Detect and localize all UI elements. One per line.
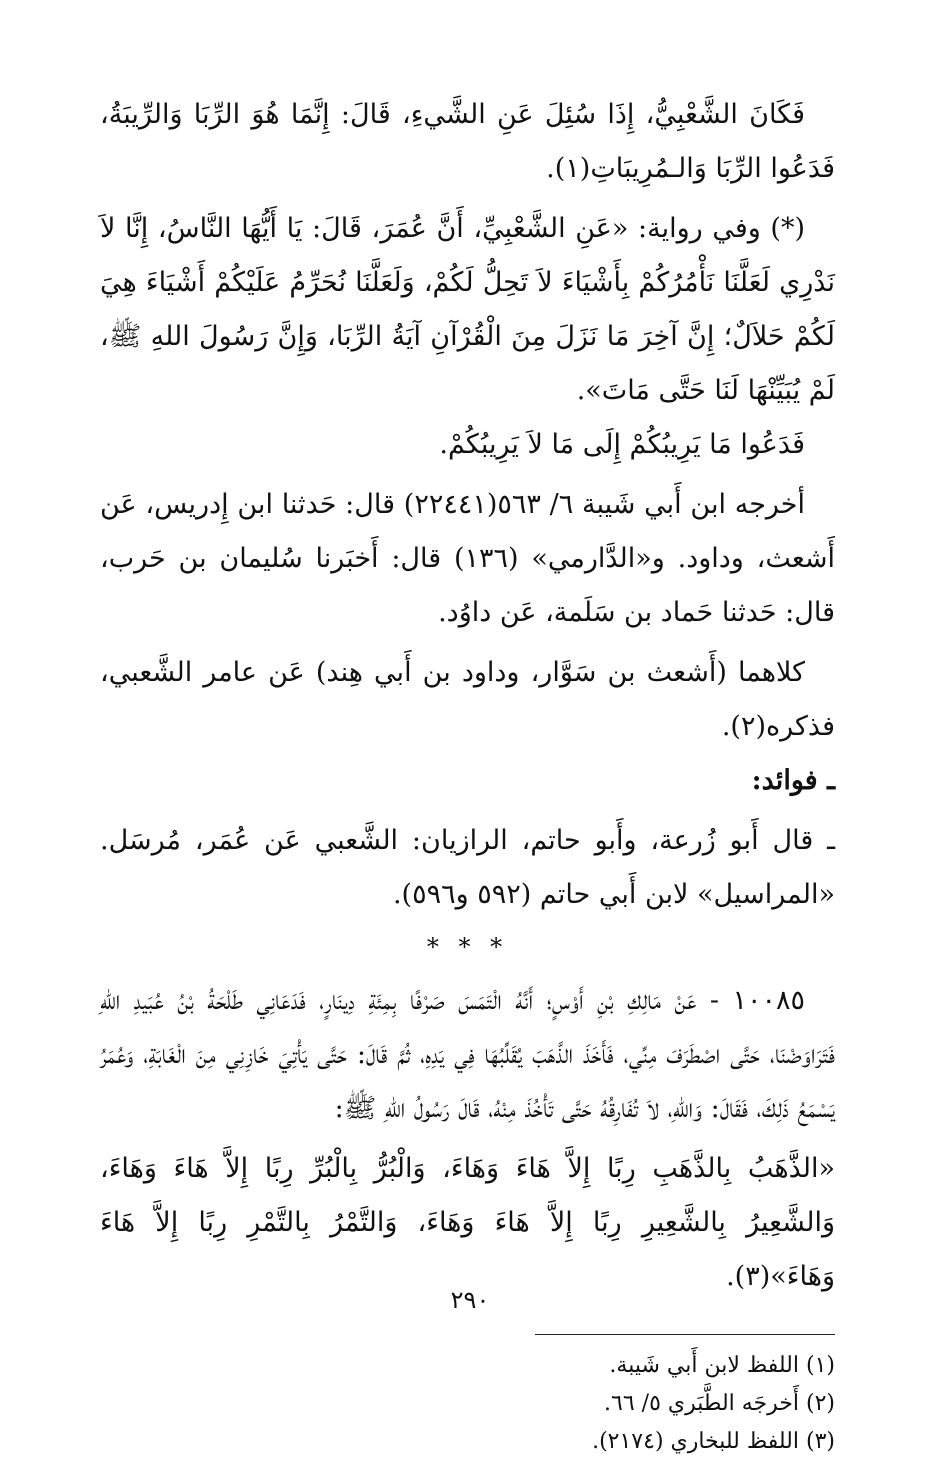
paragraph-both-narrators: كلاهما (أَشعث بن سَوَّار، وداود بن أَبي هِند) عَن عامر الشَّعبي، فذكره(٢). <box>100 657 835 742</box>
footnote-3: (٣) اللفظ للبخاري (٢١٧٤). <box>592 1429 835 1454</box>
footnote-1: (١) اللفظ لابن أَبي شَيبة. <box>609 1353 835 1378</box>
section-separator: * * * <box>426 933 509 961</box>
paragraph-benefit-mursal: ـ قال أَبو زُرعة، وأَبو حاتم، الرازيان: الشَّعبي عَن عُمَر، مُرسَل. «المراسيل» لابن أَبي حاتم (٥٩٢ و٥٩٦). <box>100 825 835 910</box>
paragraph-takhrij: أخرجه ابن أَبي شَيبة ٦/ ٥٦٣(٢٢٤٤١) قال: حَدثنا ابن إِدريس، عَن أَشعث، وداود. و«الدَّارمي» (١٣٦) قال: أَخبَرنا سُليمان بن حَرب، قال: حَدثنا حَماد بن سَلَمة، عَن داوُد. <box>100 489 835 628</box>
footnote-2: (٢) أَخرجَه الطَّبَري ٥/ ٦٦. <box>604 1391 835 1416</box>
hadith-10085-text: ١٠٠٨٥ - عَنْ مَالِكِ بْنِ أَوْسٍ؛ أَنَّهُ الْتَمَسَ صَرْفًا بِمِئَةِ دِينَارٍ، فَدَعَانِي طَلْحَةُ بْنُ عُبَيدِ اللهِ فَتَرَاوَضْنَا، حَتَّى اصْطَرَفَ مِنِّي، فَأَخَذَ الذَّهَبَ يُقَلِّبُهَا فِي يَدِهِ، ثُمَّ قَالَ: حَتَّى يَأْتِيَ خَازِنِي مِنَ الْغَابَةِ، وَعُمَرُ يَسْمَعُ ذَلِكَ، فَقَالَ: وَاللهِ، لاَ تُفَارِقُهُ حَتَّى تَأْخُذَ مِنْهُ، قَالَ رَسُولُ اللهِ ﷺ: <box>100 985 835 1124</box>
hadith-10085-prophetic-saying: «الذَّهَبُ بِالذَّهَبِ رِبًا إِلاَّ هَاءَ وَهَاءَ، وَالْبُرُّ بِالْبُرِّ رِبًا إِلاَّ هَاءَ وَهَاءَ، وَالشَّعِيرُ بِالشَّعِيرِ رِبًا إِلاَّ هَاءَ وَهَاءَ، وَالتَّمْرُ بِالتَّمْرِ رِبًا إِلاَّ هَاءَ وَهَاءَ»(٣). <box>100 1153 835 1292</box>
page-number: ٢٩٠ <box>450 1286 490 1314</box>
footnote-divider <box>535 1334 835 1335</box>
benefits-heading: ـ فوائد: <box>751 765 835 796</box>
paragraph-shabi-saying: فَكَانَ الشَّعْبِيُّ، إِذَا سُئِلَ عَنِ الشَّيءِ، قَالَ: إِنَّمَا هُوَ الرِّبَا وَالرِّيبَةُ، فَدَعُوا الرِّبَا وَالـمُرِيبَاتِ(١). <box>100 99 835 184</box>
paragraph-variant-narration: (*) وفي رواية: «عَنِ الشَّعْبِيِّ، أَنَّ عُمَرَ، قَالَ: يَا أَيُّهَا النَّاسُ، إِنَّا لاَ نَدْرِي لَعَلَّنَا نَأْمُرُكُمْ بِأَشْيَاءَ لاَ تَحِلُّ لَكُمْ، وَلَعَلَّنَا نُحَرِّمُ عَلَيْكُمْ أَشْيَاءَ هِيَ لَكُمْ حَلاَلٌ؛ إِنَّ آخِرَ مَا نَزَلَ مِنَ الْقُرْآنِ آيَةُ الرِّبَا، وَإِنَّ رَسُولَ اللهِ ﷺ، لَمْ يُبَيِّنْهَا لَنَا حَتَّى مَاتَ». <box>100 213 835 406</box>
paragraph-leave-doubt: فَدَعُوا مَا يَرِيبُكُمْ إِلَى مَا لاَ يَرِيبُكُمْ. <box>439 429 805 460</box>
